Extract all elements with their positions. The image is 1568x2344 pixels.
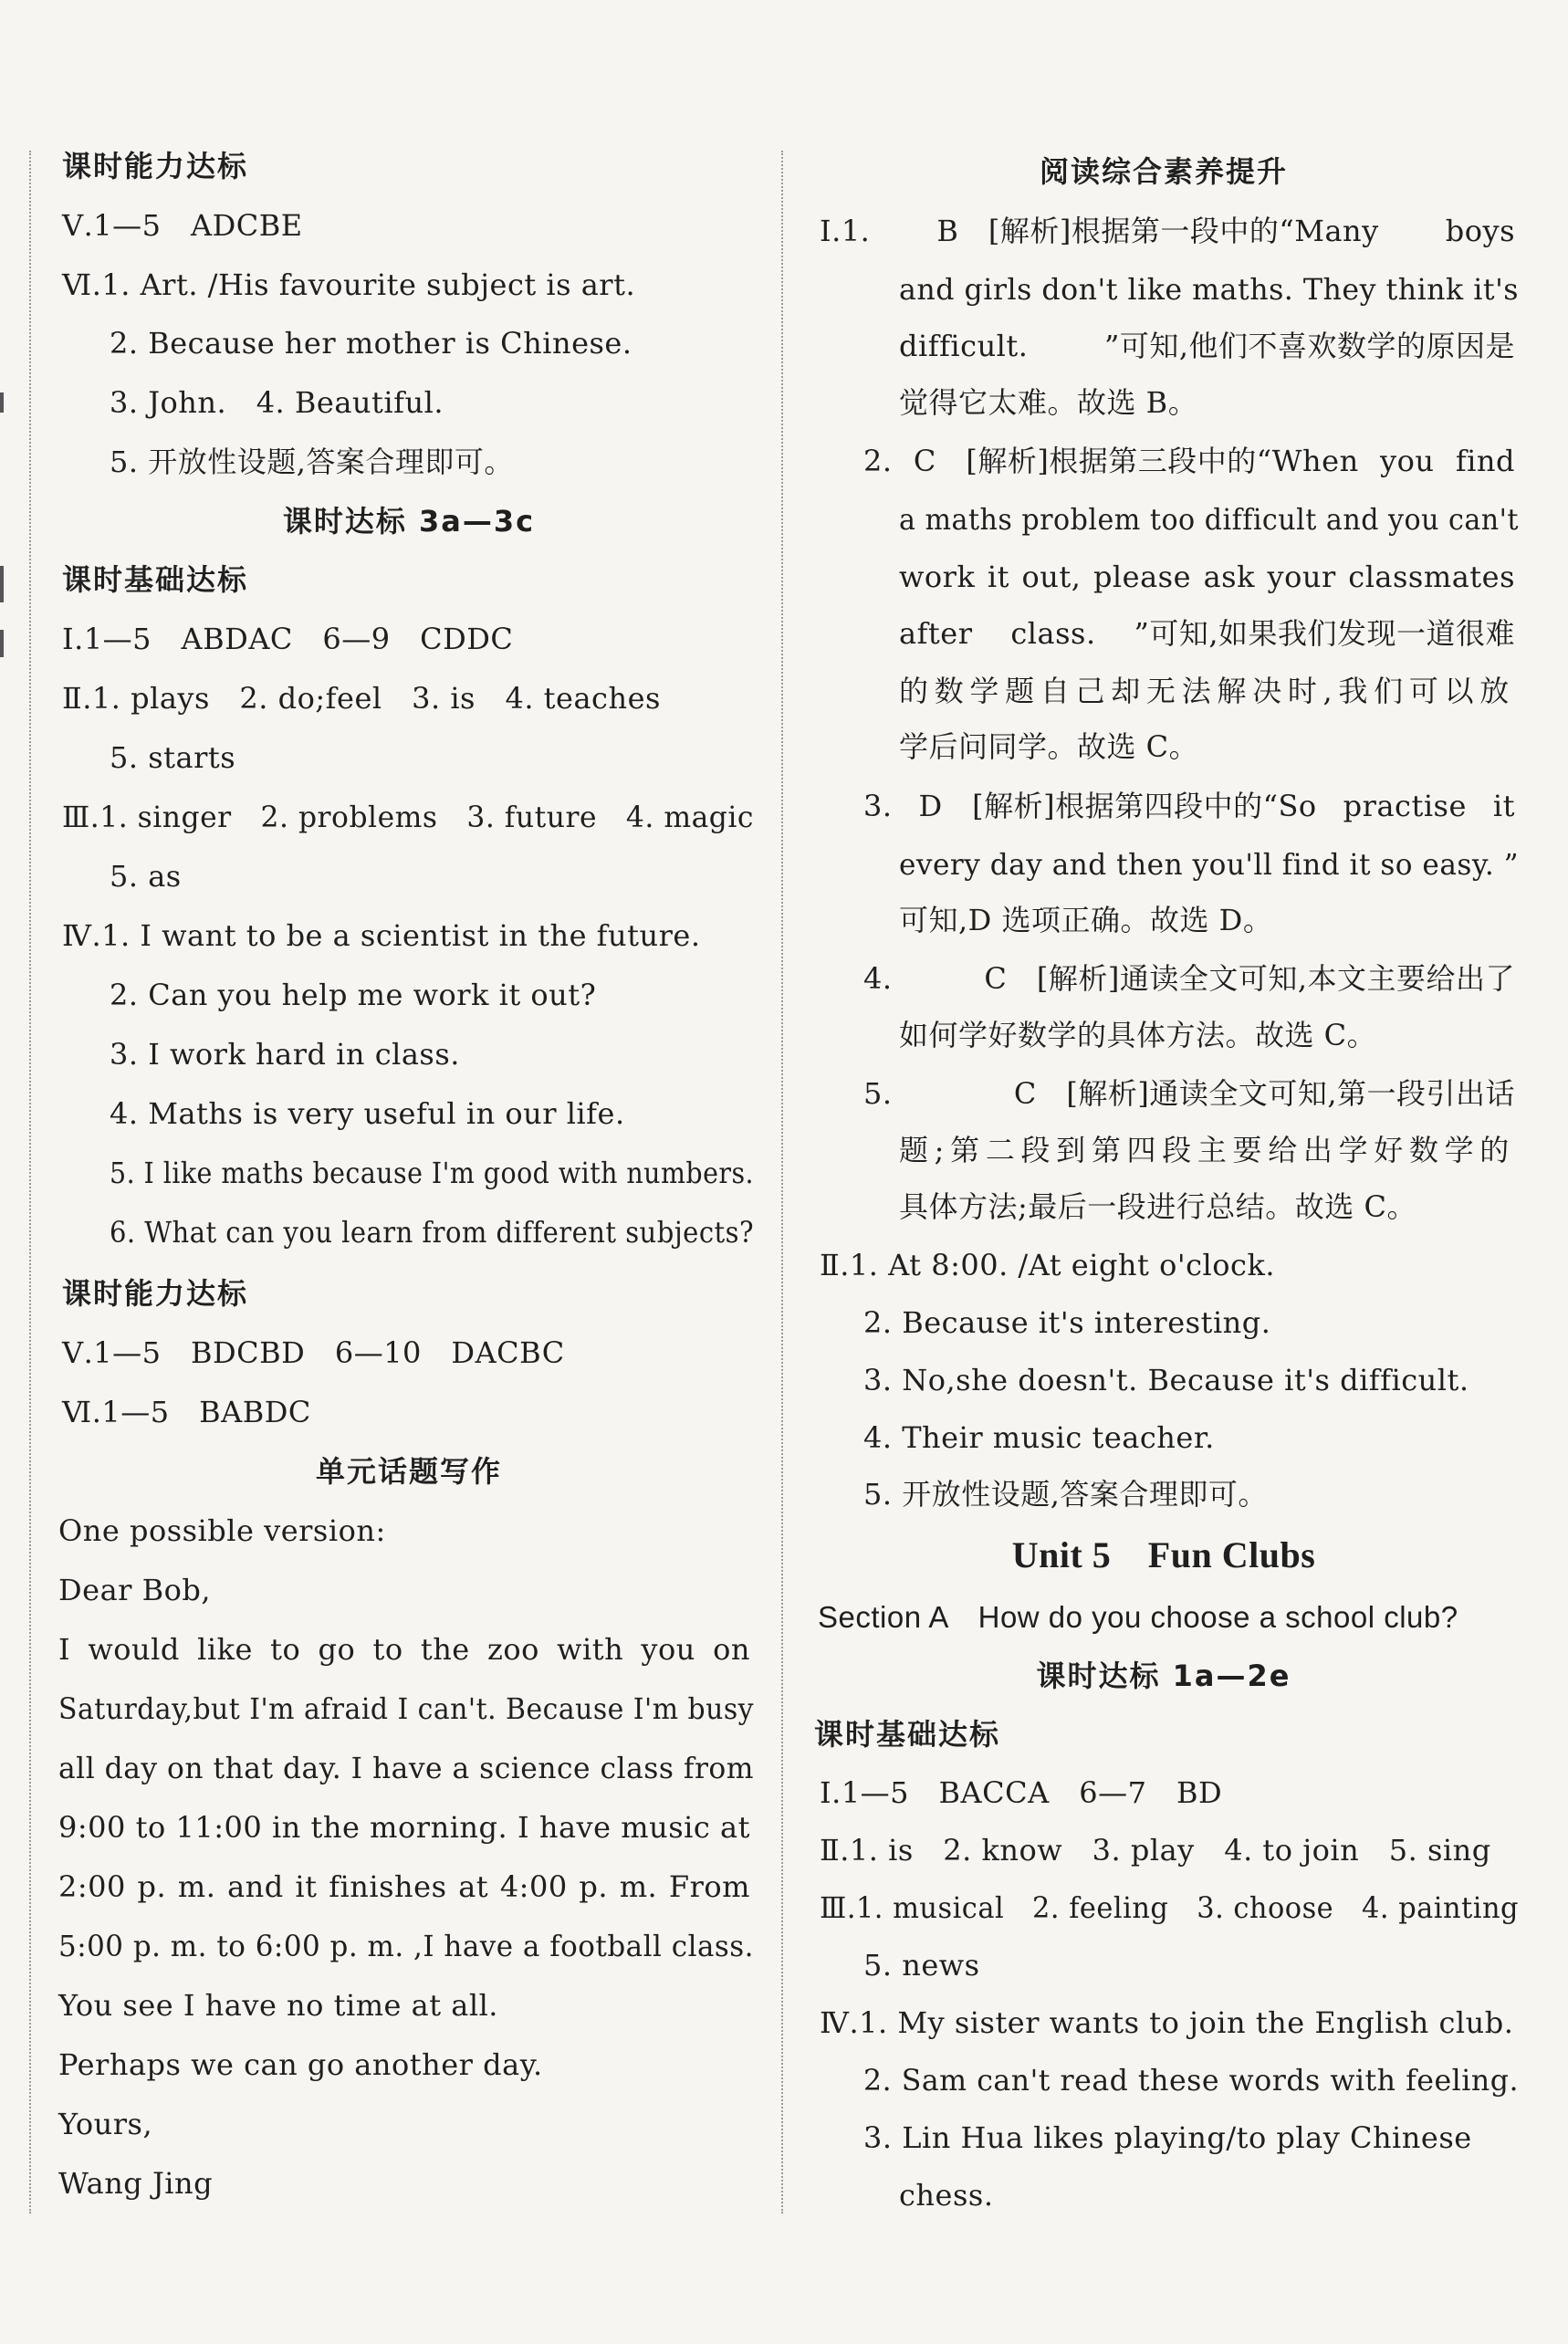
section-heading: 阅读综合素养提升: [1039, 154, 1288, 189]
answer-line: 4. Maths is very useful in our life.: [110, 1096, 625, 1131]
answer-line: Section A How do you choose a school club?: [818, 1600, 1458, 1634]
answer-line: Saturday,but I'm afraid I can't. Because I'm busy: [58, 1691, 754, 1726]
answer-line: Ⅲ.1. musical 2. feeling 3. choose 4. painting: [820, 1890, 1519, 1925]
answer-line: Ⅱ.1. is 2. know 3. play 4. to join 5. sing: [820, 1833, 1491, 1868]
answer-line: 3. No,she doesn't. Because it's difficult.: [863, 1363, 1469, 1397]
answer-line: 2. C [解析]根据第三段中的“When you find: [863, 444, 1515, 478]
answer-line: Dear Bob,: [58, 1573, 212, 1607]
section-heading: 单元话题写作: [315, 1454, 502, 1489]
answer-line: Ⅰ.1—5 BACCA 6—7 BD: [820, 1775, 1223, 1810]
answer-line: 5. starts: [110, 740, 236, 775]
answer-line: 5. 开放性设题,答案合理即可。: [863, 1477, 1268, 1512]
section-heading: 课时基础达标: [62, 562, 249, 597]
answer-line: 觉得它太难。故选 B。: [899, 385, 1198, 420]
answer-line: 5:00 p. m. to 6:00 p. m. ,I have a football class.: [58, 1929, 754, 1963]
section-heading: 课时能力达标: [62, 149, 249, 183]
answer-line: 9:00 to 11:00 in the morning. I have music at: [58, 1810, 750, 1845]
answer-line: 3. D [解析]根据第四段中的“So practise it: [863, 789, 1515, 823]
answer-line: Ⅲ.1. singer 2. problems 3. future 4. magic: [62, 800, 754, 834]
answer-line: difficult. ”可知,他们不喜欢数学的原因是: [899, 329, 1515, 363]
answer-line: 3. I work hard in class.: [110, 1037, 460, 1072]
answer-line: Ⅵ.1. Art. /His favourite subject is art.: [62, 267, 636, 302]
answer-line: 2. Because her mother is Chinese.: [110, 326, 632, 361]
answer-line: 学后问同学。故选 C。: [899, 729, 1199, 764]
section-heading: Unit 5 Fun Clubs: [1011, 1534, 1316, 1575]
answer-line: Ⅴ.1—5 ADCBE: [62, 208, 303, 243]
answer-line: Ⅰ.1. B [解析]根据第一段中的“Many boys: [820, 214, 1515, 248]
answer-line: Ⅳ.1. My sister wants to join the English club.: [820, 2005, 1514, 2040]
answer-line: 3. Lin Hua likes playing/to play Chinese: [863, 2120, 1472, 2155]
answer-line: 5. as: [110, 859, 182, 894]
answer-line: 的数学题自己却无法解决时,我们可以放: [899, 674, 1515, 708]
answer-line: 2:00 p. m. and it finishes at 4:00 p. m. From: [58, 1869, 750, 1904]
answer-line: every day and then you'll find it so easy. ”: [899, 847, 1519, 882]
answer-line: all day on that day. I have a science class from: [58, 1751, 754, 1785]
answer-line: 6. What can you learn from different subjects?: [110, 1215, 754, 1250]
page-edge-mark: [0, 630, 4, 657]
answer-line: Ⅱ.1. At 8:00. /At eight o'clock.: [820, 1248, 1276, 1282]
answer-line: Ⅳ.1. I want to be a scientist in the future.: [62, 918, 701, 953]
answer-line: 可知,D 选项正确。故选 D。: [899, 903, 1273, 937]
answer-line: I would like to go to the zoo with you on: [58, 1632, 750, 1667]
answer-line: 5. 开放性设题,答案合理即可。: [110, 445, 514, 479]
answer-line: Yours,: [58, 2107, 153, 2141]
answer-line: after class. ”可知,如果我们发现一道很难: [899, 616, 1515, 651]
answer-line: 3. John. 4. Beautiful.: [110, 385, 444, 420]
answer-line: One possible version:: [58, 1513, 386, 1548]
column-divider: [781, 151, 783, 2213]
answer-line: 5. news: [863, 1948, 980, 1983]
answer-line: work it out, please ask your classmates: [899, 560, 1515, 594]
left-margin-rule: [29, 151, 31, 2213]
answer-line: Ⅴ.1—5 BDCBD 6—10 DACBC: [62, 1335, 565, 1370]
answer-line: You see I have no time at all.: [58, 1988, 498, 2023]
section-heading: 课时达标 1a—2e: [1036, 1659, 1291, 1693]
section-heading: 课时基础达标: [814, 1717, 1001, 1752]
answer-line: 如何学好数学的具体方法。故选 C。: [899, 1018, 1377, 1052]
answer-line: 2. Sam can't read these words with feeling.: [863, 2063, 1519, 2098]
answer-line: 题;第二段到第四段主要给出学好数学的: [899, 1133, 1515, 1167]
answer-line: 具体方法;最后一段进行总结。故选 C。: [899, 1189, 1416, 1224]
answer-line: 4. C [解析]通读全文可知,本文主要给出了: [863, 961, 1515, 996]
answer-line: 2. Can you help me work it out?: [110, 978, 597, 1012]
answer-line: 5. C [解析]通读全文可知,第一段引出话: [863, 1076, 1515, 1111]
answer-line: 4. Their music teacher.: [863, 1420, 1215, 1455]
answer-line: 2. Because it's interesting.: [863, 1305, 1271, 1340]
answer-line: and girls don't like maths. They think it's: [899, 272, 1519, 307]
section-heading: 课时能力达标: [62, 1276, 249, 1311]
answer-line: a maths problem too difficult and you can't: [899, 502, 1519, 537]
answer-line: Wang Jing: [58, 2166, 214, 2201]
page-edge-mark: [0, 392, 4, 413]
answer-line: chess.: [899, 2178, 994, 2213]
answer-line: Ⅱ.1. plays 2. do;feel 3. is 4. teaches: [62, 681, 661, 716]
answer-line: Perhaps we can go another day.: [58, 2047, 543, 2082]
answer-line: Ⅰ.1—5 ABDAC 6—9 CDDC: [62, 622, 514, 656]
answer-line: 5. I like maths because I'm good with numbers.: [110, 1156, 754, 1190]
answer-line: Ⅵ.1—5 BABDC: [62, 1395, 311, 1429]
section-heading: 课时达标 3a—3c: [282, 504, 536, 539]
page-edge-mark: [0, 566, 4, 602]
